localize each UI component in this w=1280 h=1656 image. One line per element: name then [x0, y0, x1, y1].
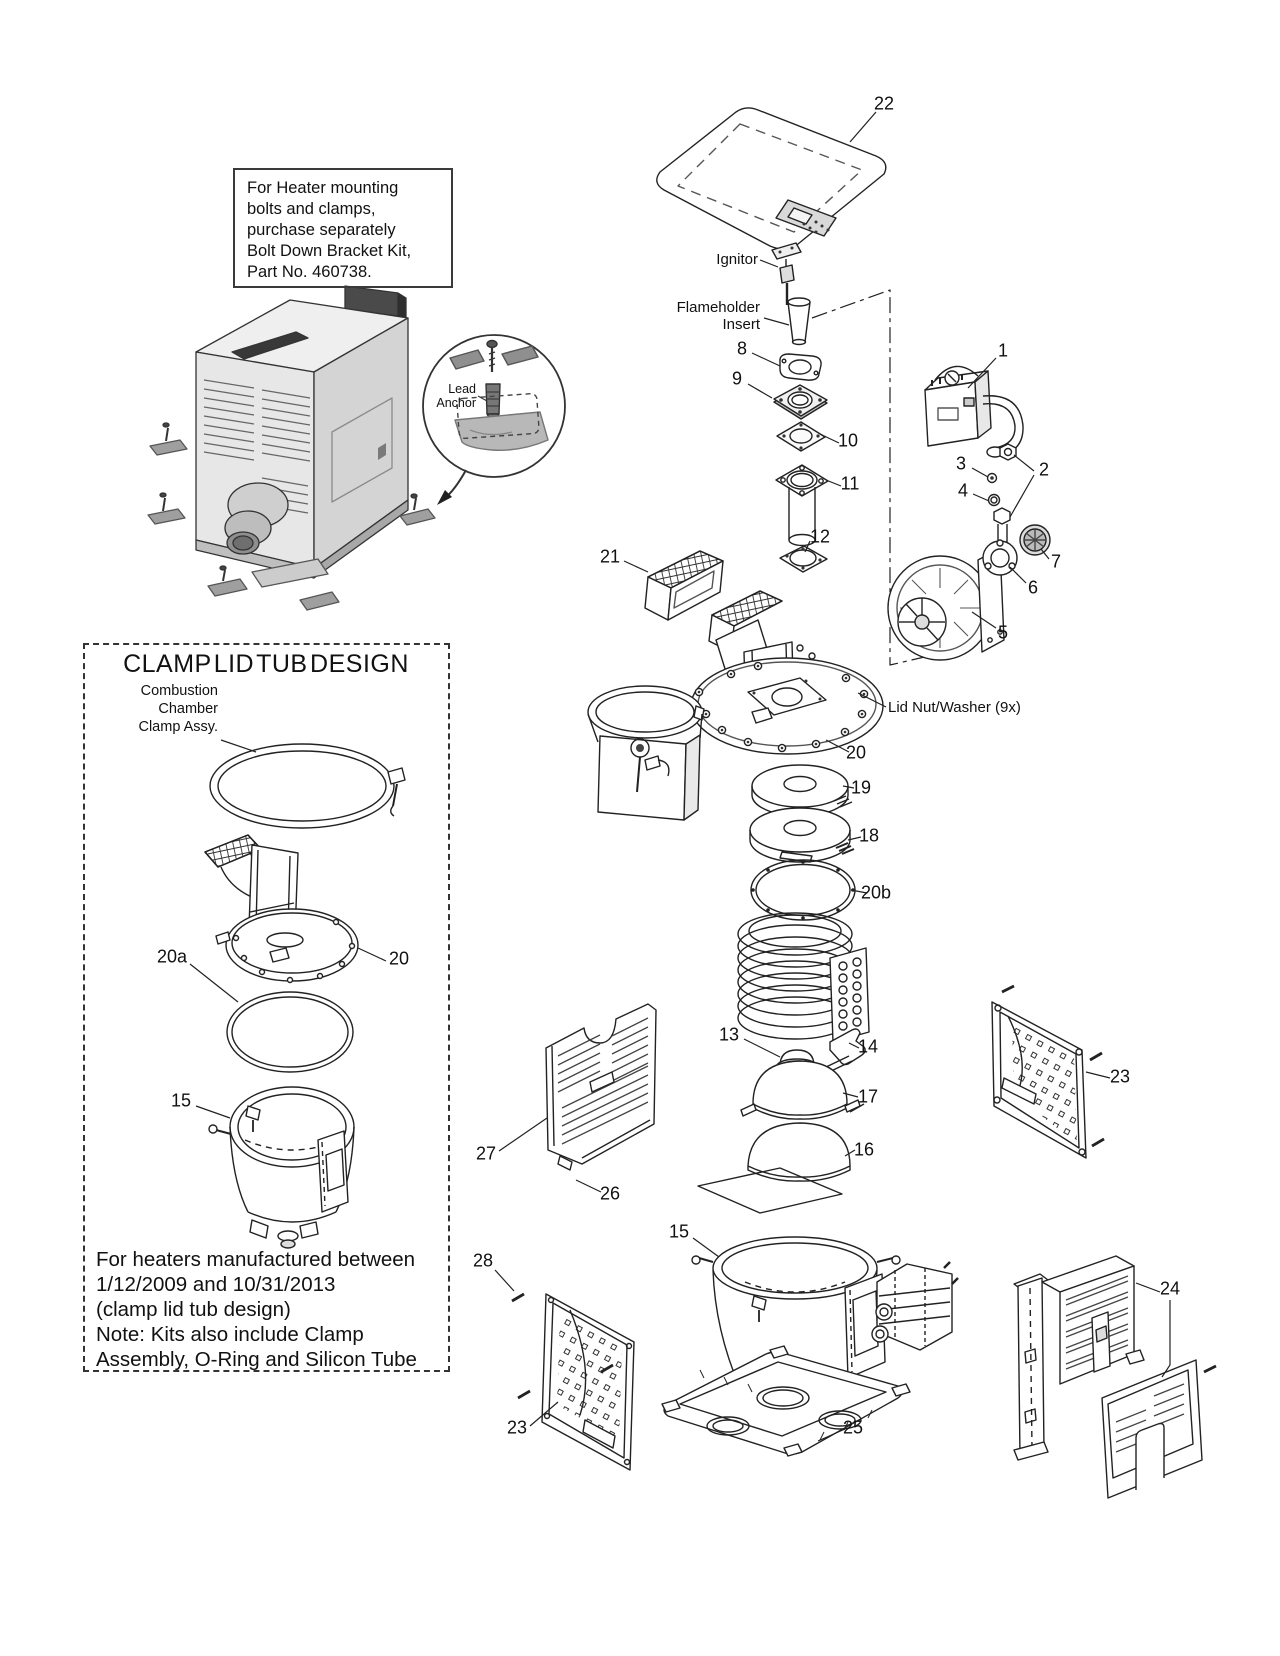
part-label-23-right: 23 [1109, 1066, 1131, 1087]
lid-nut-washer-label: Lid Nut/Washer (9x) [888, 699, 1021, 716]
part-label-20b: 20b [860, 882, 892, 903]
part-label-24: 24 [1159, 1278, 1181, 1299]
bolt-down-kit-note [233, 168, 453, 288]
lead-anchor-label [430, 382, 476, 410]
footer-line3: (clamp lid tub design) [96, 1298, 291, 1321]
part-label-3: 3 [955, 453, 967, 474]
part-label-27: 27 [475, 1143, 497, 1164]
ignitor-label: Ignitor [716, 251, 758, 268]
part-label-28: 28 [472, 1250, 494, 1271]
part-label-15-clamp: 15 [170, 1090, 192, 1111]
combustion-line2: Chamber [158, 701, 218, 717]
exploded-view-drawing [512, 108, 1216, 1498]
lead-anchor-line2: Anchor [436, 396, 476, 410]
part-label-20a-clamp: 20a [156, 946, 188, 967]
part-label-17: 17 [857, 1086, 879, 1107]
part-label-19: 19 [850, 777, 872, 798]
part-label-26: 26 [599, 1183, 621, 1204]
footer-line4: Note: Kits also include Clamp [96, 1323, 364, 1346]
note-line: For Heater mounting [247, 179, 399, 197]
footer-line2: 1/12/2009 and 10/31/2013 [96, 1273, 336, 1296]
footer-line1: For heaters manufactured between [96, 1248, 416, 1271]
part-label-18: 18 [858, 825, 880, 846]
part-label-20-clamp: 20 [388, 948, 410, 969]
clamp-box-footer-note [96, 1247, 417, 1372]
part-label-4: 4 [957, 480, 969, 501]
combustion-line1: Combustion [140, 683, 218, 699]
note-line: purchase separately [247, 221, 396, 239]
part-label-13: 13 [718, 1024, 740, 1045]
part-label-21: 21 [599, 546, 621, 567]
lead-anchor-detail-drawing [423, 335, 565, 505]
combustion-chamber-clamp-label [124, 682, 218, 736]
part-label-15: 15 [668, 1221, 690, 1242]
part-label-25: 25 [842, 1417, 864, 1438]
footer-line5: Assembly, O-Ring and Silicon Tube [96, 1348, 417, 1371]
lead-anchor-line1: Lead [448, 382, 476, 396]
note-line: Bolt Down Bracket Kit, [247, 242, 412, 260]
part-label-6: 6 [1027, 577, 1039, 598]
part-label-5: 5 [997, 622, 1009, 643]
part-label-23-bottom: 23 [506, 1417, 528, 1438]
part-label-8: 8 [736, 338, 748, 359]
part-label-9: 9 [731, 368, 743, 389]
part-label-1: 1 [997, 340, 1009, 361]
part-label-22: 22 [873, 93, 895, 114]
flameholder-label [652, 299, 760, 333]
part-label-12: 12 [809, 526, 831, 547]
part-label-11: 11 [840, 473, 860, 494]
part-label-16: 16 [853, 1139, 875, 1160]
clamp-box-title: CLAMP LID TUB DESIGN [123, 650, 409, 678]
part-label-2: 2 [1038, 459, 1050, 480]
part-label-14: 14 [857, 1036, 879, 1057]
combustion-line3: Clamp Assy. [138, 719, 218, 735]
flameholder-line1: Flameholder [676, 299, 760, 316]
note-line: bolts and clamps, [247, 200, 376, 218]
flameholder-line2: Insert [722, 316, 760, 333]
part-label-10: 10 [837, 430, 859, 451]
note-line: Part No. 460738. [247, 263, 372, 281]
part-label-20: 20 [845, 742, 867, 763]
part-label-7: 7 [1050, 551, 1062, 572]
heater-assembly-drawing [148, 286, 435, 610]
